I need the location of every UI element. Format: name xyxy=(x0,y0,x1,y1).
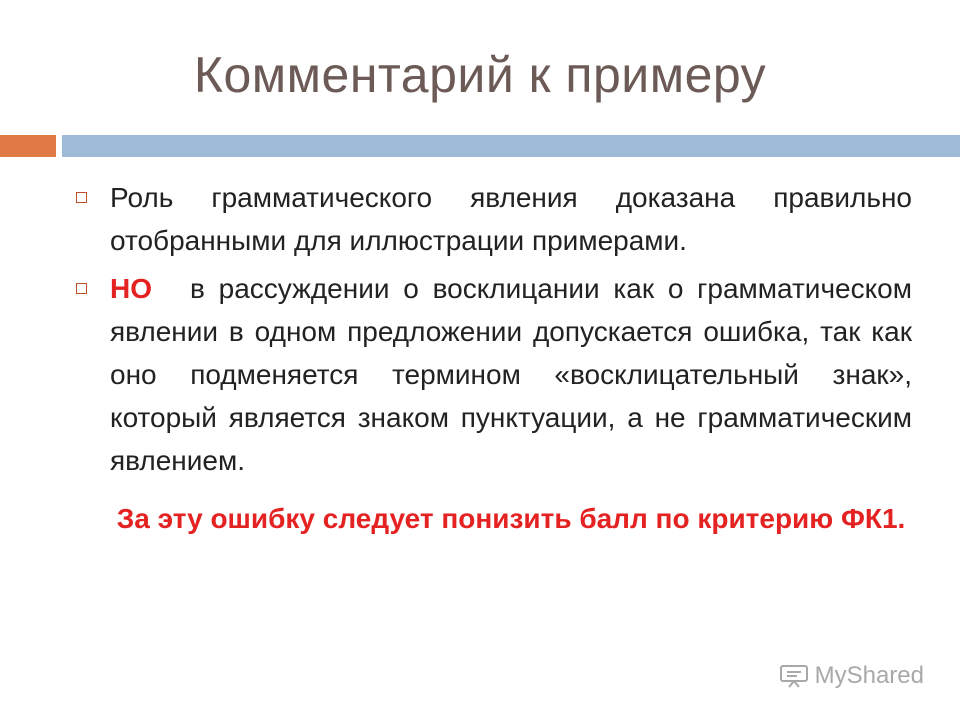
square-bullet-icon xyxy=(76,283,87,294)
title-rule-bar xyxy=(62,135,960,157)
title-rule-accent xyxy=(0,135,56,157)
bullet-item-2 xyxy=(72,267,912,482)
slide-title: Комментарий к примеру xyxy=(193,47,767,103)
bullet-text: Роль грамматического явления доказана правильно отобранными для иллюстрации примерами. xyxy=(110,182,912,256)
bullet-item-1 xyxy=(72,176,912,262)
square-bullet-icon xyxy=(76,192,87,203)
conclusion-text: За эту ошибку следует понизить балл по критерию ФК1. xyxy=(116,503,906,534)
slide-content xyxy=(72,176,912,541)
watermark xyxy=(779,662,924,690)
bullet-text: в рассуждении о восклицании как о грамматическом явлении в одном предложении допускается ошибка, так как оно подменяется термином «восклицательный знак», который является знаком пунктуации, а не грамматическим явлением. xyxy=(110,273,912,476)
presentation-board-icon xyxy=(779,664,809,688)
bullet-keyword: НО xyxy=(110,273,152,304)
watermark-text: MyShared xyxy=(814,662,924,689)
